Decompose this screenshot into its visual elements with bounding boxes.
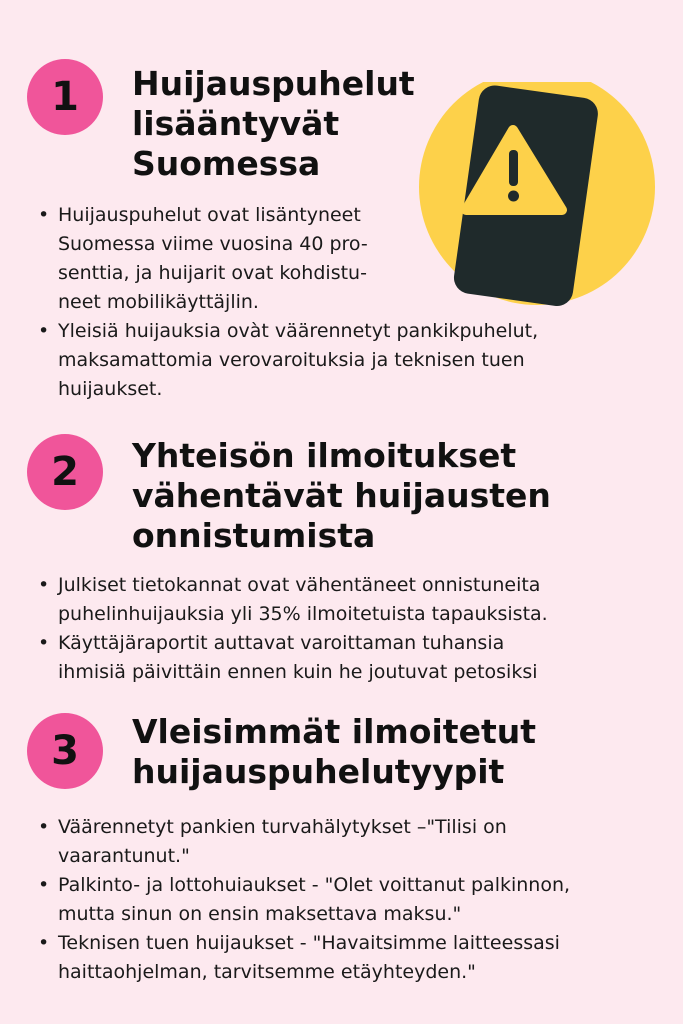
bullet-list — [32, 571, 662, 687]
heading-line: Yhteisön ilmoitukset — [132, 436, 517, 475]
list-item: • Väärennetyt pankien turvahälytykset –"Tilisi on vaarantunut." — [32, 813, 672, 871]
bullet-list — [32, 201, 652, 404]
heading-line: Vleisimmät ilmoitetut — [132, 712, 536, 751]
heading-line: Huijauspuhelut — [132, 64, 415, 103]
section-heading — [132, 712, 536, 792]
heading-line: onnistumista — [132, 516, 376, 555]
bullet-list — [32, 813, 672, 987]
heading-line: vähentävät huijausten — [132, 476, 551, 515]
section-number-badge: 2 — [27, 434, 103, 510]
heading-line: Suomessa — [132, 144, 321, 183]
list-item: • Huijauspuhelut ovat lisäntyneet Suomessa viime vuosina 40 pro- senttia, ja huijarit ovat kohdistu- neet mobilikäyttäjlin. — [32, 201, 652, 317]
section-number-badge: 1 — [27, 59, 103, 135]
heading-line: huijauspuhelutyypit — [132, 752, 505, 791]
list-item: • Palkinto- ja lottohuiaukset - "Olet voittanut palkinnon, mutta sinun on ensin maksettava maksu." — [32, 871, 672, 929]
exclamation-bar — [509, 150, 518, 186]
list-item: • Teknisen tuen huijaukset - "Havaitsimme laitteessasi haittaohjelman, tarvitsemme etäyhteyden." — [32, 929, 672, 987]
exclamation-dot — [508, 191, 519, 202]
list-item: • Yleisiä huijauksia ovàt väärennetyt pankikpuhelut, maksamattomia verovaroituksia ja teknisen tuen huijaukset. — [32, 317, 652, 404]
section-number-badge: 3 — [27, 713, 103, 789]
list-item: • Julkiset tietokannat ovat vähentäneet onnistuneita puhelinhuijauksia yli 35% ilmoitetuista tapauksista. — [32, 571, 662, 629]
heading-line: lisääntyvät — [132, 104, 340, 143]
section-heading — [132, 64, 415, 184]
list-item: • Käyttäjäraportit auttavat varoittaman tuhansia ihmisiä päivittäin ennen kuin he joutuvat petosiksi — [32, 629, 662, 687]
section-heading — [132, 436, 551, 556]
